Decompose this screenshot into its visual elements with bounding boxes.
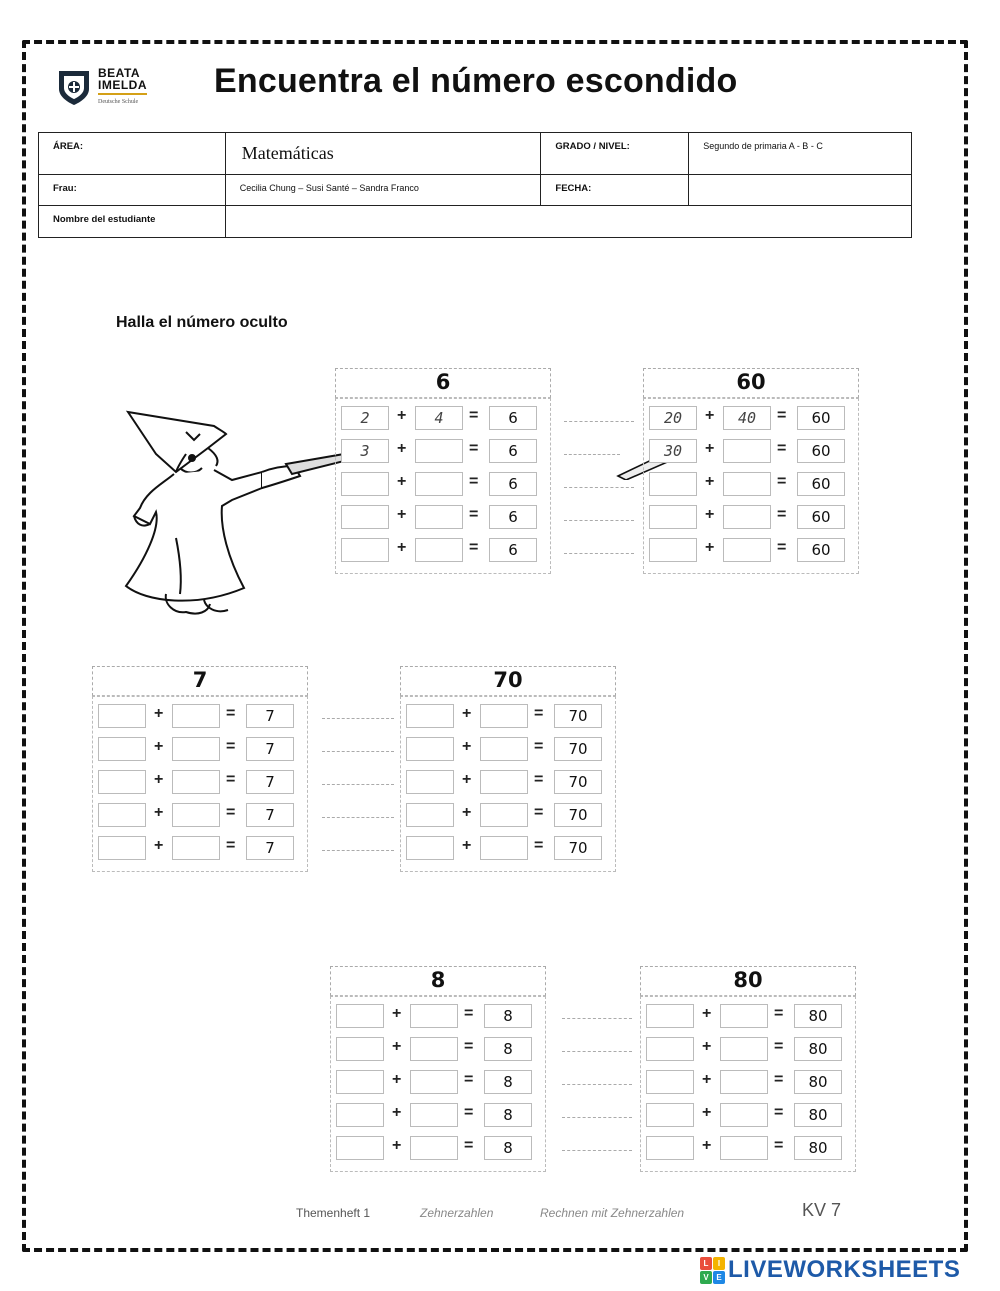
plus-sign: + (462, 738, 472, 755)
plus-sign: + (397, 407, 407, 424)
equals-sign: = (774, 1071, 784, 1088)
equals-sign: = (777, 539, 787, 556)
equation-row (649, 406, 853, 432)
number-house (335, 368, 551, 574)
equals-sign: = (534, 705, 544, 722)
connector-line (564, 553, 634, 554)
plus-sign: + (705, 440, 715, 457)
addend-1-field[interactable] (98, 737, 146, 761)
connector-line (322, 718, 394, 719)
number-house (400, 666, 616, 872)
addend-2-field[interactable] (410, 1103, 458, 1127)
connector-line (562, 1051, 632, 1052)
frau-value: Cecilia Chung – Susi Santé – Sandra Franco (225, 175, 541, 206)
plus-sign: + (702, 1038, 712, 1055)
footer-topic: Zehnerzahlen (420, 1206, 494, 1220)
addend-2-field[interactable] (172, 737, 220, 761)
instruction-text: Halla el número oculto (116, 314, 288, 331)
student-name-label: Nombre del estudiante (39, 206, 226, 238)
equation-row (646, 1037, 850, 1063)
addend-1-field[interactable] (406, 770, 454, 794)
addend-2-field[interactable] (172, 803, 220, 827)
plus-sign: + (392, 1038, 402, 1055)
addend-1-field[interactable] (98, 836, 146, 860)
addend-1-field[interactable] (406, 737, 454, 761)
addend-2-field[interactable] (480, 704, 528, 728)
addend-2-field[interactable] (410, 1136, 458, 1160)
connector-line (564, 421, 634, 422)
plus-sign: + (397, 473, 407, 490)
equation-row (646, 1070, 850, 1096)
addend-1-field[interactable] (336, 1004, 384, 1028)
addend-2-field[interactable] (723, 472, 771, 496)
sum-value: 60 (797, 505, 845, 529)
addend-1-field[interactable] (646, 1103, 694, 1127)
house-target-number: 80 (733, 968, 763, 992)
addend-2-field[interactable] (720, 1070, 768, 1094)
addend-1-field[interactable]: 30 (649, 439, 697, 463)
sum-value: 6 (489, 505, 537, 529)
equation-row (406, 836, 610, 862)
equals-sign: = (469, 407, 479, 424)
sum-value: 7 (246, 737, 294, 761)
sum-value: 8 (484, 1004, 532, 1028)
plus-sign: + (154, 705, 164, 722)
equation-row (98, 803, 302, 829)
plus-sign: + (154, 771, 164, 788)
sum-value: 8 (484, 1037, 532, 1061)
footer-kv-code: KV 7 (802, 1200, 842, 1220)
frau-label: Frau: (39, 175, 226, 206)
addend-2-field[interactable] (720, 1136, 768, 1160)
addend-2-field[interactable]: 4 (415, 406, 463, 430)
sum-value: 80 (794, 1070, 842, 1094)
equation-row (341, 472, 545, 498)
equation-row (336, 1037, 540, 1063)
plus-sign: + (705, 407, 715, 424)
sum-value: 7 (246, 836, 294, 860)
addend-2-field[interactable] (720, 1004, 768, 1028)
logo-name-line1: BEATA (98, 65, 141, 80)
grado-label: GRADO / NIVEL: (541, 133, 689, 175)
addend-2-field[interactable] (415, 472, 463, 496)
addend-1-field[interactable] (341, 538, 389, 562)
equation-row (406, 770, 610, 796)
equals-sign: = (226, 705, 236, 722)
plus-sign: + (392, 1104, 402, 1121)
equals-sign: = (464, 1071, 474, 1088)
addend-2-field[interactable] (172, 704, 220, 728)
plus-sign: + (462, 705, 472, 722)
equals-sign: = (777, 506, 787, 523)
connector-line (322, 784, 394, 785)
sum-value: 60 (797, 538, 845, 562)
plus-sign: + (154, 837, 164, 854)
footer-booklet: Themenheft 1 (296, 1206, 371, 1220)
house-target-number: 6 (435, 370, 451, 394)
info-table (38, 132, 912, 238)
addend-1-field[interactable] (649, 505, 697, 529)
sum-value: 8 (484, 1070, 532, 1094)
connector-line (562, 1084, 632, 1085)
plus-sign: + (154, 804, 164, 821)
addend-2-field[interactable] (720, 1037, 768, 1061)
sum-value: 80 (794, 1103, 842, 1127)
liveworksheets-wordmark: LIVEWORKSHEETS (728, 1256, 961, 1283)
house-target-number: 7 (192, 668, 208, 692)
number-house (640, 966, 856, 1172)
equals-sign: = (534, 738, 544, 755)
plus-sign: + (397, 506, 407, 523)
equals-sign: = (534, 837, 544, 854)
plus-sign: + (705, 539, 715, 556)
plus-sign: + (462, 837, 472, 854)
addend-2-field[interactable] (480, 836, 528, 860)
equation-row (646, 1103, 850, 1129)
connector-line (322, 850, 394, 851)
equals-sign: = (226, 771, 236, 788)
equation-row (98, 770, 302, 796)
addend-1-field[interactable]: 2 (341, 406, 389, 430)
equals-sign: = (777, 407, 787, 424)
sum-value: 70 (554, 737, 602, 761)
plus-sign: + (702, 1071, 712, 1088)
addend-1-field[interactable] (406, 836, 454, 860)
equals-sign: = (226, 837, 236, 854)
sum-value: 80 (794, 1136, 842, 1160)
equals-sign: = (469, 539, 479, 556)
number-house (643, 368, 859, 574)
plus-sign: + (397, 539, 407, 556)
page-title: Encuentra el número escondido (214, 62, 738, 100)
footer-subtopic: Rechnen mit Zehnerzahlen (540, 1206, 685, 1220)
connector-line (322, 751, 394, 752)
equation-row (649, 439, 853, 465)
equals-sign: = (464, 1137, 474, 1154)
addend-1-field[interactable] (336, 1103, 384, 1127)
addend-1-field[interactable]: 3 (341, 439, 389, 463)
equals-sign: = (226, 804, 236, 821)
equals-sign: = (777, 473, 787, 490)
sum-value: 60 (797, 439, 845, 463)
equation-row (336, 1004, 540, 1030)
addend-2-field[interactable] (415, 439, 463, 463)
equation-row (341, 505, 545, 531)
addend-2-field[interactable] (723, 538, 771, 562)
sum-value: 70 (554, 770, 602, 794)
equation-row (336, 1070, 540, 1096)
addend-2-field[interactable] (410, 1004, 458, 1028)
plus-sign: + (705, 506, 715, 523)
equation-row (649, 472, 853, 498)
equation-row (336, 1103, 540, 1129)
addend-1-field[interactable] (649, 538, 697, 562)
equals-sign: = (774, 1137, 784, 1154)
addend-1-field[interactable] (649, 472, 697, 496)
addend-2-field[interactable] (480, 737, 528, 761)
addend-1-field[interactable] (98, 803, 146, 827)
logo-name-line2: IMELDA (98, 77, 147, 92)
house-target-number: 8 (430, 968, 446, 992)
school-logo (56, 64, 166, 110)
witch-pointing-illustration (116, 408, 346, 630)
equation-row (646, 1136, 850, 1162)
addend-1-field[interactable] (336, 1136, 384, 1160)
plus-sign: + (702, 1005, 712, 1022)
addend-1-field[interactable] (336, 1070, 384, 1094)
area-label: ÁREA: (39, 133, 226, 175)
fecha-field[interactable] (689, 175, 912, 206)
plus-sign: + (154, 738, 164, 755)
house-target-number: 60 (736, 370, 766, 394)
sum-value: 70 (554, 836, 602, 860)
addend-1-field[interactable]: 20 (649, 406, 697, 430)
area-value: Matemáticas (225, 133, 541, 175)
addend-2-field[interactable] (172, 770, 220, 794)
connector-line (564, 454, 620, 455)
addend-1-field[interactable] (341, 505, 389, 529)
connector-line (562, 1150, 632, 1151)
sum-value: 6 (489, 538, 537, 562)
addend-2-field[interactable] (480, 803, 528, 827)
house-target-number: 70 (493, 668, 523, 692)
equation-row (98, 737, 302, 763)
equation-row (98, 704, 302, 730)
liveworksheets-brand[interactable] (700, 1256, 960, 1284)
sum-value: 6 (489, 406, 537, 430)
addend-1-field[interactable] (646, 1004, 694, 1028)
sum-value: 80 (794, 1037, 842, 1061)
addend-1-field[interactable] (646, 1136, 694, 1160)
addend-2-field[interactable] (720, 1103, 768, 1127)
addend-1-field[interactable] (646, 1037, 694, 1061)
connector-line (564, 487, 634, 488)
plus-sign: + (702, 1137, 712, 1154)
plus-sign: + (462, 771, 472, 788)
grado-value: Segundo de primaria A - B - C (689, 133, 912, 175)
sum-value: 7 (246, 803, 294, 827)
equation-row (649, 538, 853, 564)
equation-row (406, 737, 610, 763)
addend-1-field[interactable] (98, 704, 146, 728)
equals-sign: = (774, 1104, 784, 1121)
addend-1-field[interactable] (406, 803, 454, 827)
addend-1-field[interactable] (646, 1070, 694, 1094)
plus-sign: + (392, 1005, 402, 1022)
connector-line (562, 1117, 632, 1118)
equals-sign: = (774, 1005, 784, 1022)
addend-2-field[interactable] (480, 770, 528, 794)
addend-1-field[interactable] (98, 770, 146, 794)
sum-value: 70 (554, 803, 602, 827)
plus-sign: + (702, 1104, 712, 1121)
equation-row (406, 704, 610, 730)
student-name-field[interactable] (225, 206, 911, 238)
addend-2-field[interactable] (410, 1070, 458, 1094)
sum-value: 8 (484, 1136, 532, 1160)
sum-value: 60 (797, 472, 845, 496)
equals-sign: = (774, 1038, 784, 1055)
addend-2-field[interactable] (410, 1037, 458, 1061)
sum-value: 7 (246, 770, 294, 794)
equals-sign: = (226, 738, 236, 755)
addend-2-field[interactable] (172, 836, 220, 860)
number-house (330, 966, 546, 1172)
equation-row (341, 406, 545, 432)
connector-line (322, 817, 394, 818)
sum-value: 60 (797, 406, 845, 430)
plus-sign: + (392, 1071, 402, 1088)
logo-subtitle: Deutsche Schule (98, 93, 147, 108)
plus-sign: + (397, 440, 407, 457)
equals-sign: = (469, 440, 479, 457)
equation-row (646, 1004, 850, 1030)
connector-line (562, 1018, 632, 1019)
fecha-label: FECHA: (541, 175, 689, 206)
equation-row (341, 538, 545, 564)
equation-row (406, 803, 610, 829)
addend-1-field[interactable] (336, 1037, 384, 1061)
addend-2-field[interactable]: 40 (723, 406, 771, 430)
addend-1-field[interactable] (406, 704, 454, 728)
addend-2-field[interactable] (415, 538, 463, 562)
addend-2-field[interactable] (415, 505, 463, 529)
equals-sign: = (464, 1005, 474, 1022)
sum-value: 6 (489, 439, 537, 463)
sum-value: 70 (554, 704, 602, 728)
equals-sign: = (469, 506, 479, 523)
sum-value: 6 (489, 472, 537, 496)
number-house (92, 666, 308, 872)
addend-2-field[interactable] (723, 439, 771, 463)
school-crest-icon (56, 67, 92, 107)
equals-sign: = (464, 1104, 474, 1121)
equation-row (341, 439, 545, 465)
plus-sign: + (462, 804, 472, 821)
liveworksheets-logo-icon: L I V E (700, 1257, 724, 1283)
connector-line (564, 520, 634, 521)
plus-sign: + (392, 1137, 402, 1154)
sum-value: 7 (246, 704, 294, 728)
equation-row (336, 1136, 540, 1162)
equation-row (649, 505, 853, 531)
addend-2-field[interactable] (723, 505, 771, 529)
equals-sign: = (777, 440, 787, 457)
equals-sign: = (464, 1038, 474, 1055)
sum-value: 8 (484, 1103, 532, 1127)
equals-sign: = (534, 771, 544, 788)
equals-sign: = (534, 804, 544, 821)
sum-value: 80 (794, 1004, 842, 1028)
plus-sign: + (705, 473, 715, 490)
equation-row (98, 836, 302, 862)
equals-sign: = (469, 473, 479, 490)
addend-1-field[interactable] (341, 472, 389, 496)
